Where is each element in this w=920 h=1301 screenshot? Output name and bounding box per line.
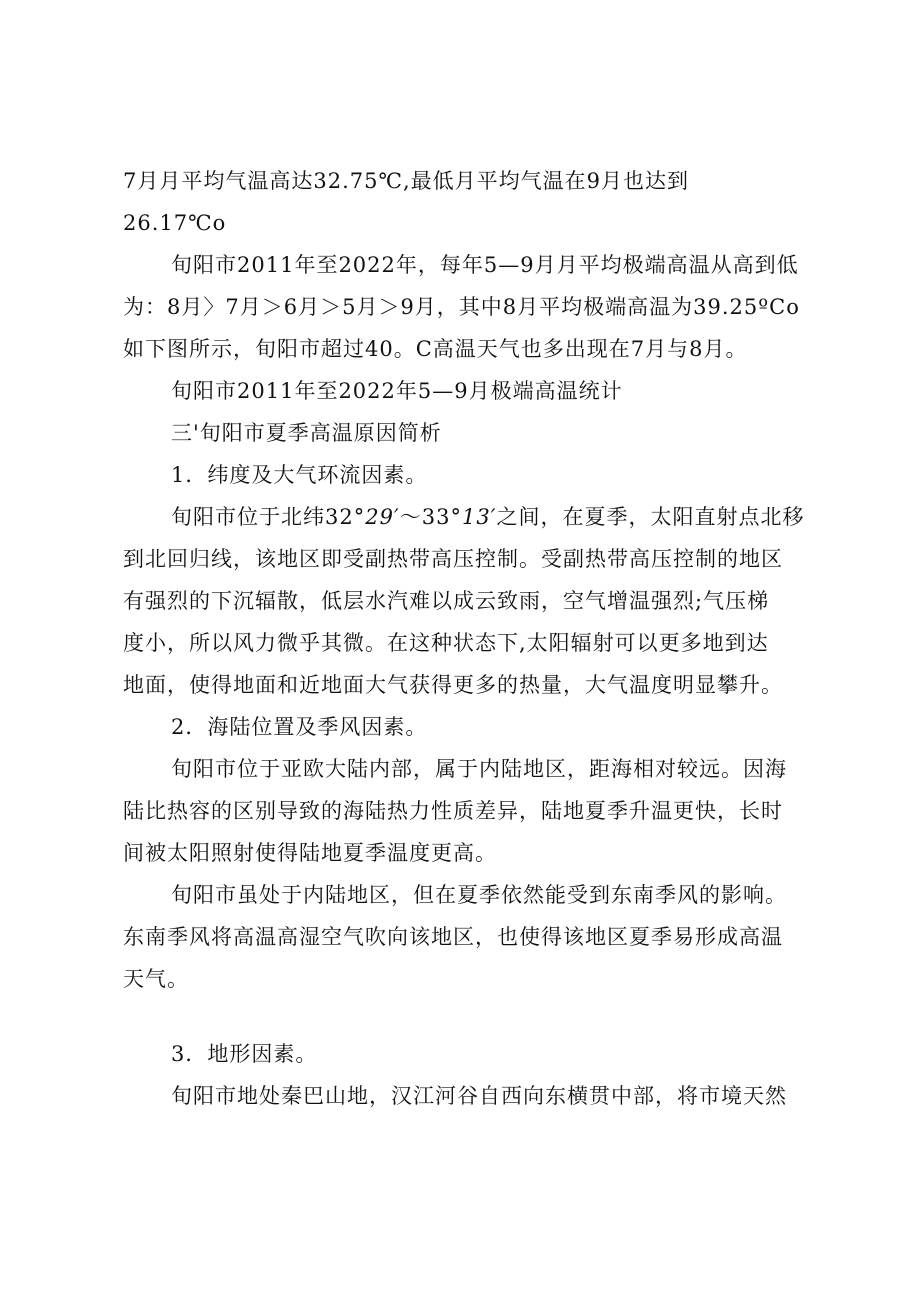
subsection-heading: 3．地形因素。	[171, 1042, 318, 1066]
text-fragment: ～33°	[399, 505, 462, 529]
text-line: 间被太阳照射使得陆地夏季温度更高。	[123, 841, 497, 865]
text-line: 到北回归线，该地区即受副热带高压控制。受副热带高压控制的地区	[123, 547, 783, 571]
text-fragment: 旬阳市位于北纬32°	[171, 505, 366, 529]
text-fragment: 13′	[461, 505, 497, 529]
text-line: 东南季风将高温高湿空气吹向该地区，也使得该地区夏季易形成高温	[123, 925, 783, 949]
text-line: 26.17℃o	[123, 211, 227, 235]
text-line: 地面，使得地面和近地面大气获得更多的热量，大气温度明显攀升。	[123, 673, 783, 697]
text-fragment: 之间，在夏季，太阳直射点北移	[496, 505, 805, 529]
text-fragment: 29′	[365, 505, 400, 529]
text-line: 旬阳市2011年至2022年，每年5—9月月平均极端高温从高到低	[171, 253, 799, 277]
text-line: 天气。	[123, 967, 189, 991]
paragraph-block	[123, 1033, 813, 1117]
text-line	[123, 496, 813, 538]
text-line: 旬阳市地处秦巴山地，汉江河谷自西向东横贯中部，将市境天然	[171, 1084, 787, 1108]
text-line: 为：8月〉7月＞6月＞5月＞9月，其中8月平均极端高温为39.25ºCo	[123, 295, 800, 319]
section-heading: 三'旬阳市夏季高温原因简析	[171, 421, 442, 445]
text-line: 旬阳市位于亚欧大陆内部，属于内陆地区，距海相对较远。因海	[171, 757, 787, 781]
subsection-heading: 2．海陆位置及季风因素。	[171, 715, 428, 739]
text-line: 陆比热容的区别导致的海陆热力性质差异，陆地夏季升温更快，长时	[123, 799, 783, 823]
text-line: 旬阳市虽处于内陆地区，但在夏季依然能受到东南季风的影响。	[171, 883, 787, 907]
text-line: 如下图所示，旬阳市超过40。C高温天气也多出现在7月与8月。	[123, 337, 748, 361]
subsection-heading: 1．纬度及大气环流因素。	[171, 463, 428, 487]
paragraph-block	[123, 160, 813, 1000]
text-line: 度小，所以风力微乎其微。在这种状态下,太阳辐射可以更多地到达	[123, 631, 769, 655]
figure-caption: 旬阳市2011年至2022年5—9月极端高温统计	[171, 379, 623, 403]
text-line: 有强烈的下沉辐散，低层水汽难以成云致雨，空气增温强烈;气压梯	[123, 589, 770, 613]
text-line: 7月月平均气温高达32.75℃,最低月平均气温在9月也达到	[123, 169, 690, 193]
